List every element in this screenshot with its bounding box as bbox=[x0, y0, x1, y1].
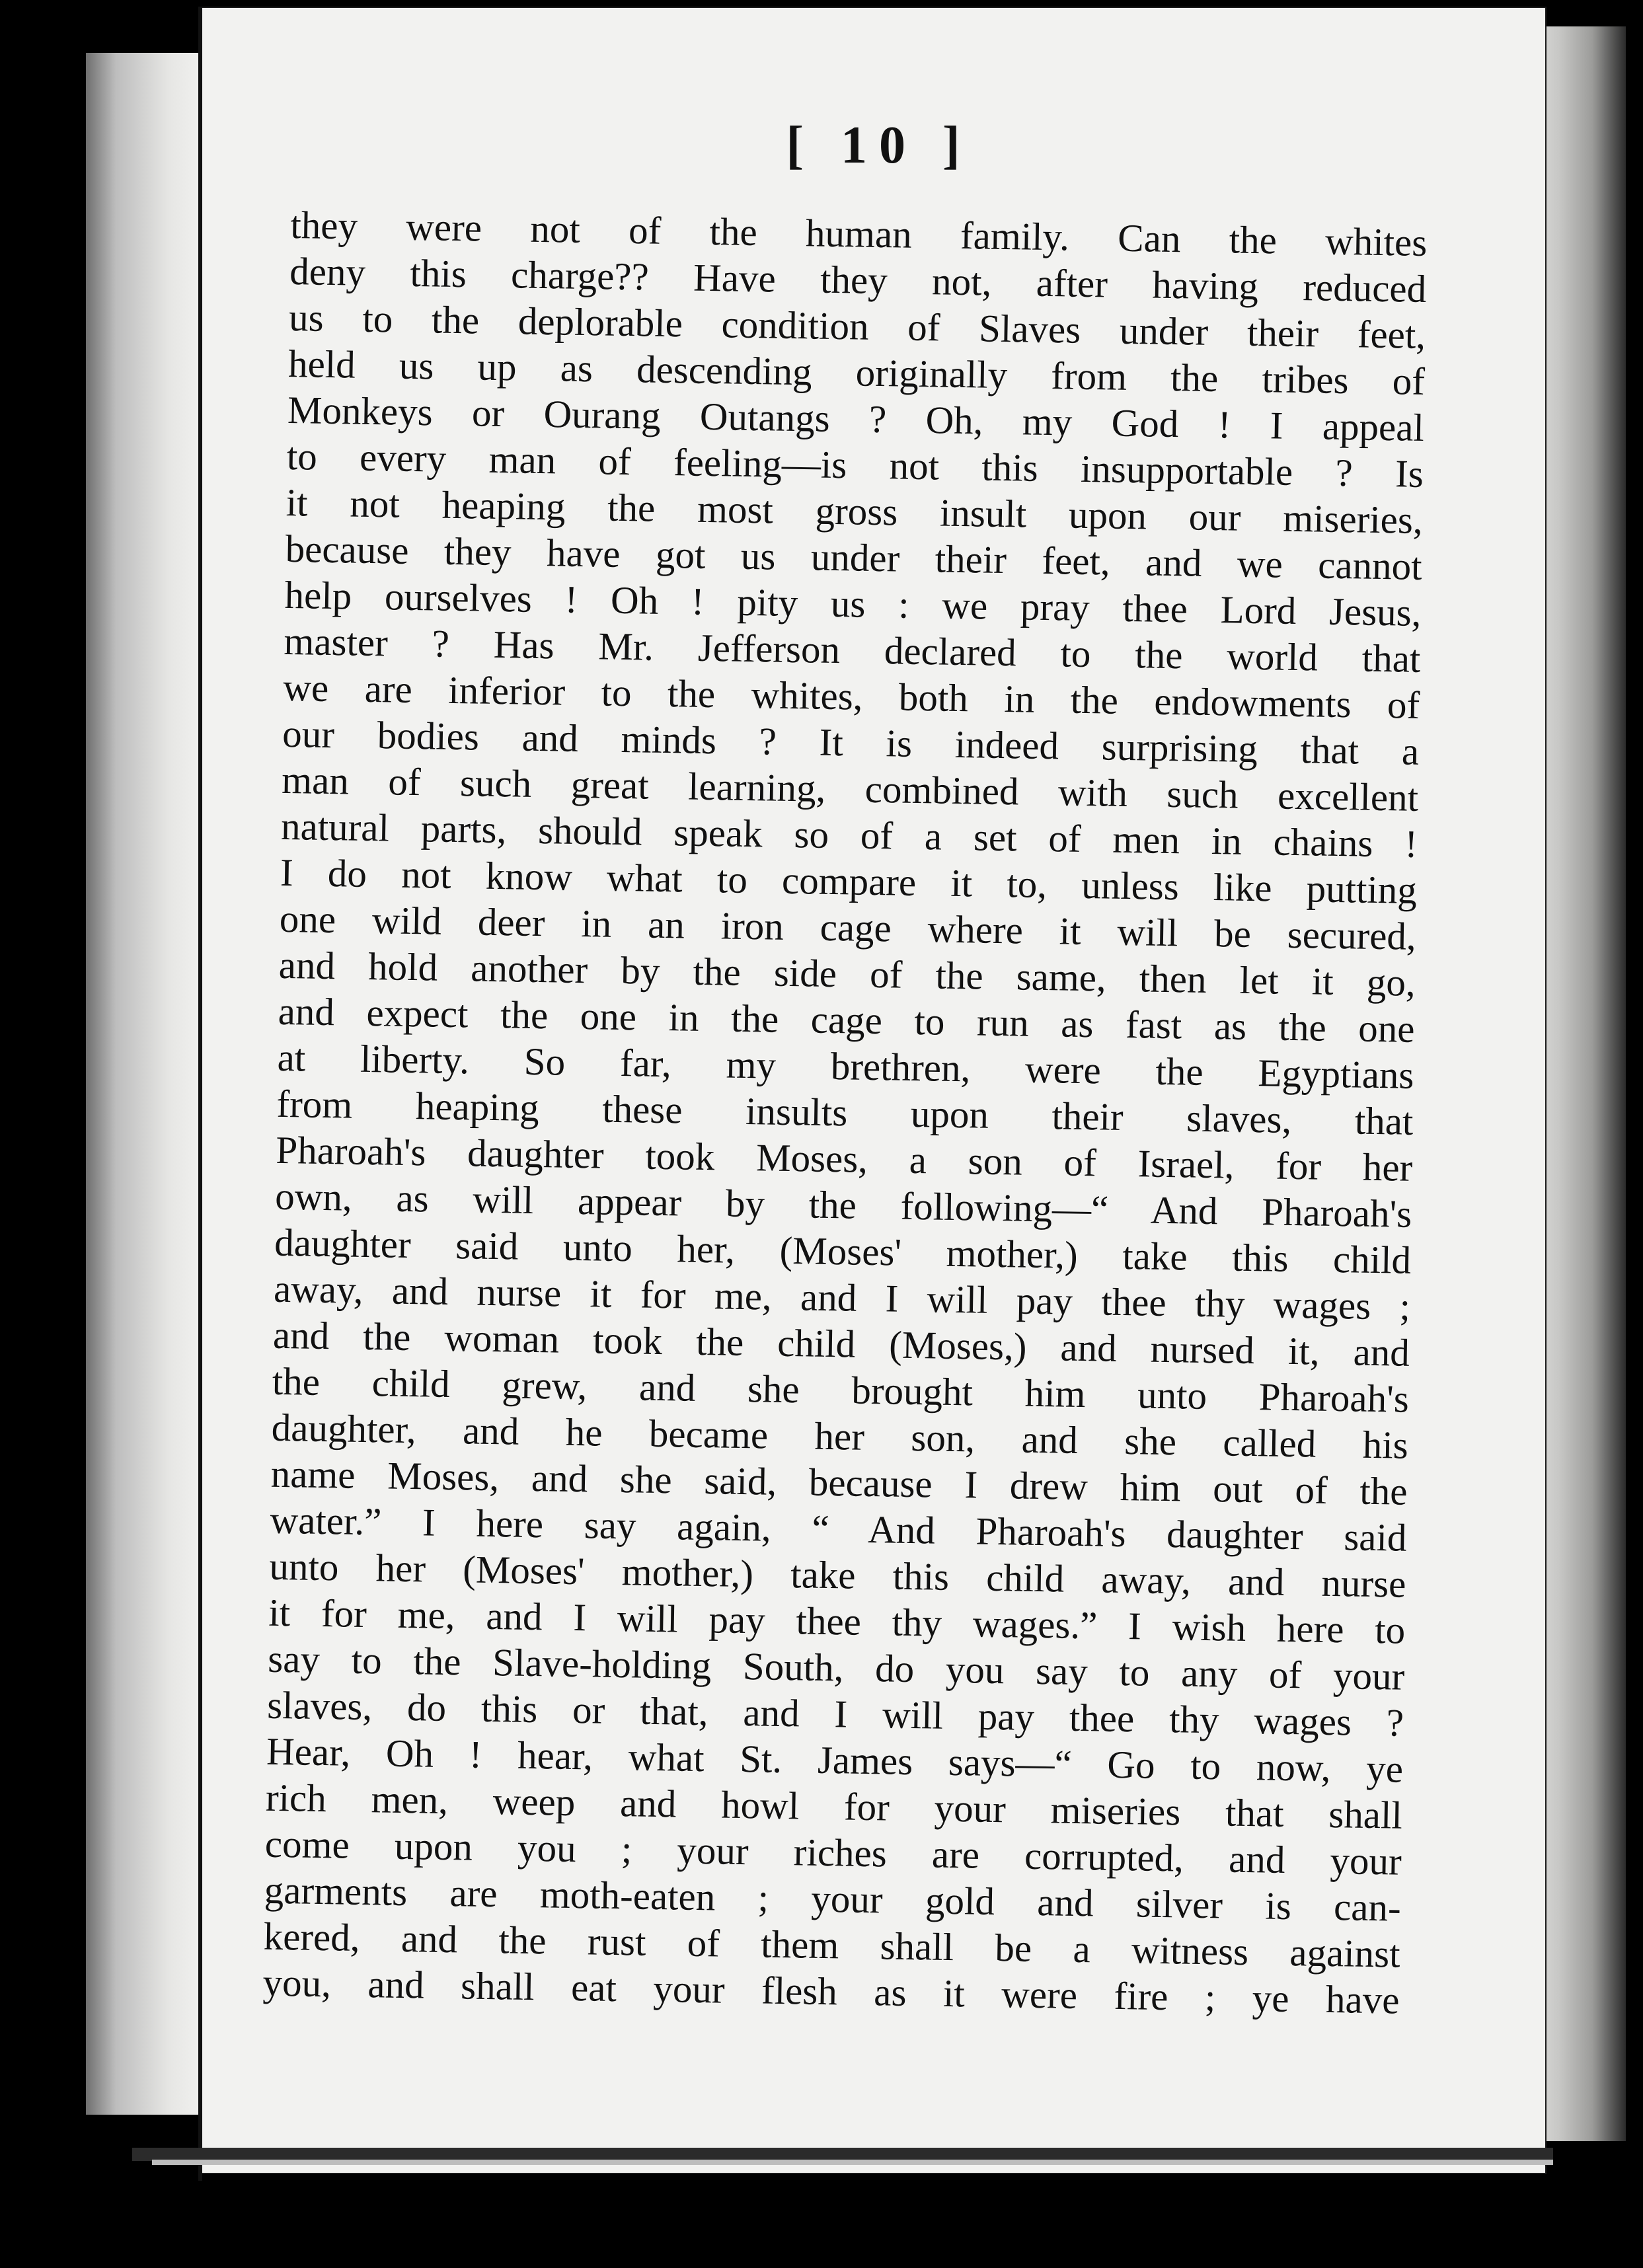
text-line: it for me, and I will pay thee thy wages.” I wish here to bbox=[268, 1590, 1406, 1652]
text-line: at liberty. So far, my brethren, were the Egyptians bbox=[277, 1035, 1414, 1097]
body-text bbox=[262, 202, 1428, 2023]
text-line: own, as will appear by the following—“ And Pharoah's bbox=[274, 1174, 1412, 1236]
text-line: man of such great learning, combined with such excellent bbox=[281, 757, 1419, 819]
text-line: the child grew, and she brought him unto Pharoah's bbox=[272, 1359, 1410, 1421]
text-line: and the woman took the child (Moses,) and nursed it, and bbox=[272, 1312, 1410, 1375]
text-line: it not heaping the most gross insult upon our miseries, bbox=[286, 480, 1424, 542]
text-line: to every man of feeling—is not this insupportable ? Is bbox=[286, 434, 1424, 496]
text-line: deny this charge?? Have they not, after having reduced bbox=[289, 248, 1427, 311]
text-line: daughter, and he became her son, and she called his bbox=[271, 1405, 1409, 1467]
text-line: we are inferior to the whites, both in the endowments of bbox=[282, 665, 1420, 727]
text-line: natural parts, should speak so of a set of men in chains ! bbox=[280, 804, 1418, 866]
text-line: master ? Has Mr. Jefferson declared to the world that bbox=[284, 619, 1421, 681]
page-bottom-edge bbox=[132, 2148, 1553, 2161]
text-line: say to the Slave-holding South, do you say to any of your bbox=[267, 1636, 1405, 1698]
binding-shadow bbox=[86, 53, 205, 2115]
text-line: one wild deer in an iron cage where it will be secured, bbox=[279, 896, 1417, 958]
text-line: daughter said unto her, (Moses' mother,) take this child bbox=[274, 1220, 1412, 1282]
text-line: Hear, Oh ! hear, what St. James says—“ Go to now, ye bbox=[266, 1729, 1404, 1791]
page-number: [ 10 ] bbox=[786, 116, 972, 174]
text-line: and hold another by the side of the same, then let it go, bbox=[278, 942, 1416, 1004]
text-line: slaves, do this or that, and I will pay thee thy wages ? bbox=[266, 1682, 1404, 1745]
text-line: Monkeys or Ourang Outangs ? Oh, my God ! I appeal bbox=[287, 387, 1425, 449]
text-line: you, and shall eat your flesh as it were fire ; ye have bbox=[262, 1960, 1400, 2022]
text-line: rich men, weep and howl for your miseries that shall bbox=[265, 1775, 1403, 1837]
text-line: Pharoah's daughter took Moses, a son of Israel, for her bbox=[275, 1127, 1413, 1190]
text-line: from heaping these insults upon their slaves, that bbox=[276, 1081, 1414, 1143]
text-line: garments are moth-eaten ; your gold and silver is can- bbox=[264, 1868, 1402, 1930]
text-line: name Moses, and she said, because I drew him out of the bbox=[270, 1451, 1408, 1513]
text-line: water.” I here say again, “ And Pharoah's daughter said bbox=[270, 1497, 1407, 1560]
page-bottom-edge-highlight bbox=[152, 2160, 1553, 2165]
text-line: and expect the one in the cage to run as fast as the one bbox=[278, 989, 1416, 1051]
text-line: come upon you ; your riches are corrupted, and your bbox=[264, 1821, 1402, 1883]
text-line: kered, and the rust of them shall be a witness against bbox=[263, 1914, 1401, 1976]
text-line: our bodies and minds ? It is indeed surprising that a bbox=[282, 711, 1420, 773]
text-line: us to the deplorable condition of Slaves under their feet, bbox=[288, 295, 1426, 357]
text-line: help ourselves ! Oh ! pity us : we pray thee Lord Jesus, bbox=[284, 572, 1422, 634]
text-line: away, and nurse it for me, and I will pay thee thy wages ; bbox=[273, 1266, 1411, 1328]
text-line: because they have got us under their feet, and we cannot bbox=[285, 526, 1423, 588]
text-line: they were not of the human family. Can the whites bbox=[289, 202, 1428, 265]
text-line: I do not know what to compare it to, unless like putting bbox=[280, 850, 1418, 912]
binding-line bbox=[198, 7, 202, 2181]
text-line: unto her (Moses' mother,) take this child away, and nurse bbox=[269, 1544, 1406, 1606]
text-line: held us up as descending originally from the tribes of bbox=[287, 341, 1426, 403]
